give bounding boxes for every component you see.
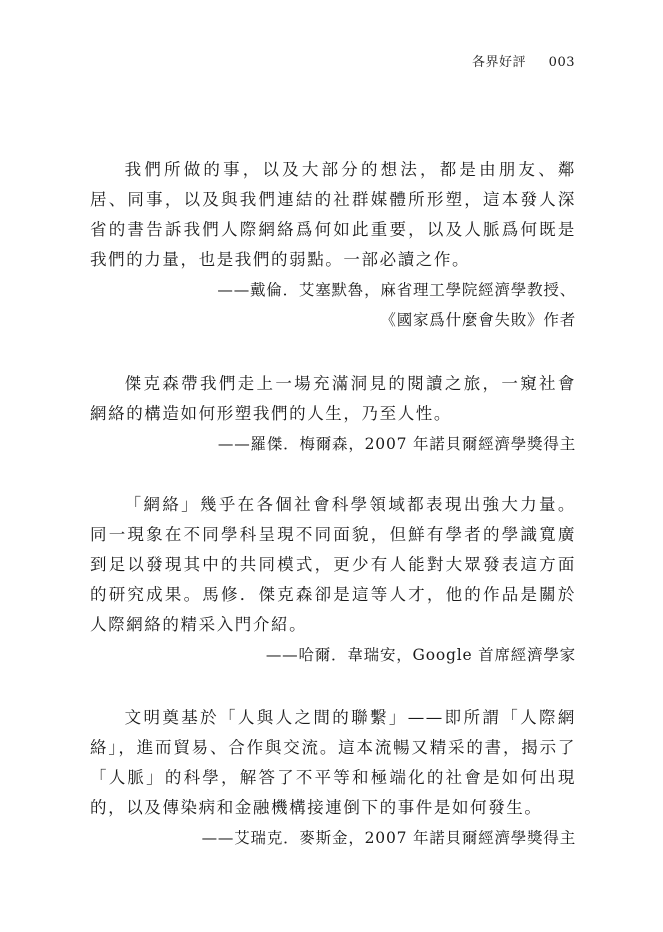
quote-text: 傑克森帶我們走上一場充滿洞見的閱讀之旅，一窺社會網絡的構造如何形塑我們的人生，乃至人性。 — [90, 374, 576, 423]
quote-attribution-continued: 《國家爲什麼會失敗》作者 — [380, 311, 576, 329]
quote-attribution: ——戴倫．艾塞默魯，麻省理工學院經濟學教授、 — [217, 281, 576, 299]
running-header — [472, 51, 575, 70]
quote-attribution: ——羅傑．梅爾森，2007 年諾貝爾經濟學獎得主 — [217, 435, 576, 453]
section-title: 各界好評 — [472, 55, 527, 70]
quote-text: 我們所做的事，以及大部分的想法，都是由朋友、鄰居、同事，以及與我們連結的社群媒體所形塑，這本發人深省的書告訴我們人際網絡爲何如此重要，以及人脈爲何既是我們的力量，也是我們的弱點。一部必讀之作。 — [90, 160, 576, 269]
endorsement-quote — [90, 703, 576, 853]
quote-text: 「網絡」幾乎在各個社會科學領域都表現出強大力量。同一現象在不同學科呈現不同面貌，但鮮有學者的學識寬廣到足以發現其中的共同模式，更少有人能對大眾發表這方面的研究成果。馬修．傑克森卻是這等人才，他的作品是關於人際網絡的精采入門介紹。 — [90, 495, 576, 634]
endorsement-quote — [90, 155, 576, 335]
quote-attribution: ——艾瑞克．麥斯金，2007 年諾貝爾經濟學獎得主 — [201, 829, 576, 847]
page-number: 003 — [548, 55, 575, 70]
endorsement-quote — [90, 490, 576, 670]
endorsement-quote — [90, 369, 576, 459]
quote-text: 文明奠基於「人與人之間的聯繫」——即所謂「人際網絡」，進而貿易、合作與交流。這本流暢又精采的書，揭示了「人脈」的科學，解答了不平等和極端化的社會是如何出現的，以及傳染病和金融機構接連倒下的事件是如何發生。 — [90, 708, 576, 817]
quote-attribution: ——哈爾．韋瑞安，Google 首席經濟學家 — [265, 646, 576, 664]
